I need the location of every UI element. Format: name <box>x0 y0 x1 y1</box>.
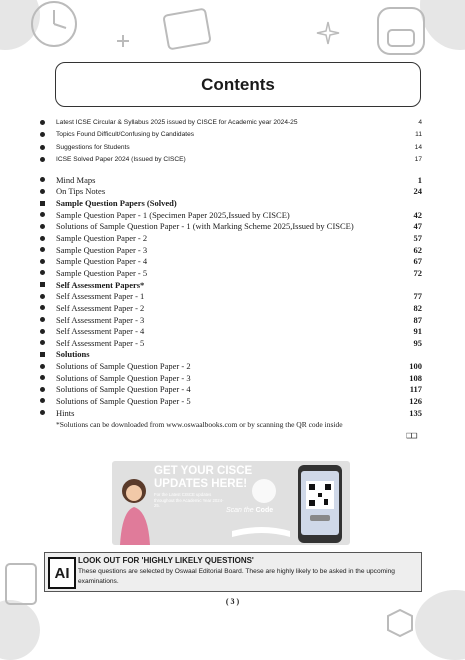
cisce-updates-banner[interactable] <box>112 461 350 545</box>
bullet-icon <box>40 157 45 162</box>
toc-entry-label: Self Assessment Paper - 4 <box>56 326 145 337</box>
bullet-marker <box>40 120 56 125</box>
toc-entry-label: Sample Question Paper - 5 <box>56 267 148 278</box>
contents-list <box>40 174 422 418</box>
toc-entry-label: Sample Question Paper - 1 (Specimen Paper 2025,Issued by CISCE) <box>56 209 290 220</box>
toc-page-number: 24 <box>413 186 422 197</box>
toc-page-number: 72 <box>413 267 422 278</box>
toc-row <box>40 129 422 142</box>
bullet-marker <box>40 189 56 194</box>
end-mark: ❑❑ <box>406 432 417 440</box>
toc-row <box>40 384 422 396</box>
ai-icon: AI <box>48 557 76 589</box>
bullet-marker <box>40 329 56 334</box>
bullet-icon <box>40 270 45 275</box>
toc-page-number: 47 <box>413 221 422 232</box>
intro-list <box>40 116 422 166</box>
toc-row <box>40 290 422 302</box>
toc-page-number: 11 <box>415 131 422 139</box>
toc-row <box>40 255 422 267</box>
toc-row <box>40 314 422 326</box>
backpack-icon <box>368 0 438 60</box>
toc-entry-label: Self Assessment Paper - 3 <box>56 314 145 325</box>
section-heading: Sample Question Papers (Solved) <box>56 198 177 209</box>
promo-subtext: For the Latest CISCE updates throughout the Academic Year 2024-25. <box>154 492 224 508</box>
square-bullet-icon <box>40 282 45 287</box>
toc-page-number: 126 <box>409 395 422 406</box>
toc-row <box>40 337 422 349</box>
bullet-icon <box>40 375 45 380</box>
scan-prefix: Scan <box>226 507 242 514</box>
toc-row <box>40 209 422 221</box>
toc-row <box>40 154 422 167</box>
bullet-marker <box>40 157 56 162</box>
toc-entry-label: Self Assessment Paper - 1 <box>56 291 145 302</box>
toc-page-number: 100 <box>409 361 422 372</box>
page-title: Contents <box>201 74 275 94</box>
toc-entry-label: Sample Question Paper - 2 <box>56 233 148 244</box>
toc-entry-label: Mind Maps <box>56 174 96 185</box>
toc-row <box>40 407 422 419</box>
clock-icon <box>22 0 92 55</box>
bullet-icon <box>40 329 45 334</box>
section-heading: Self Assessment Papers* <box>56 279 145 290</box>
toc-entry-label: Latest ICSE Circular & Syllabus 2025 issued by CISCE for Academic year 2024-25 <box>56 118 298 126</box>
bullet-marker <box>40 270 56 275</box>
toc-entry-label: Solutions of Sample Question Paper - 3 <box>56 372 191 383</box>
toc-page-number: 77 <box>413 291 422 302</box>
bullet-marker <box>40 145 56 150</box>
toc-row <box>40 186 422 198</box>
toc-page-number: 42 <box>413 209 422 220</box>
bullet-icon <box>40 305 45 310</box>
toc-entry-label: Suggestions for Students <box>56 143 130 151</box>
toc-page-number: 117 <box>409 384 422 395</box>
bullet-icon <box>40 212 45 217</box>
toc-entry-label: Solutions of Sample Question Paper - 1 (with Marking Scheme 2025,Issued by CISCE) <box>56 221 354 232</box>
lookout-description: These questions are selected by Oswaal Editorial Board. These are highly likely to be asked in the upcoming examinations. <box>78 568 395 585</box>
cube-icon <box>380 606 420 640</box>
toc-entry-label: Sample Question Paper - 3 <box>56 244 148 255</box>
toc-row <box>40 267 422 279</box>
bullet-marker <box>40 398 56 403</box>
bullet-icon <box>40 340 45 345</box>
toc-page-number: 91 <box>413 326 422 337</box>
promo-headline-line-2: UPDATES HERE! <box>154 478 248 490</box>
bullet-marker <box>40 294 56 299</box>
toc-row <box>40 197 422 209</box>
contents-title-banner <box>55 62 421 107</box>
book-icon <box>160 6 220 56</box>
toc-entry-label: Self Assessment Paper - 5 <box>56 337 145 348</box>
bullet-marker <box>40 177 56 182</box>
bullet-icon <box>40 120 45 125</box>
toc-row <box>40 221 422 233</box>
toc-entry-label: Solutions of Sample Question Paper - 2 <box>56 361 191 372</box>
bullet-marker <box>40 282 56 287</box>
bullet-marker <box>40 410 56 415</box>
bullet-icon <box>40 398 45 403</box>
bullet-icon <box>40 132 45 137</box>
toc-entry-label: Solutions of Sample Question Paper - 5 <box>56 395 191 406</box>
scan-mid: the <box>243 507 254 514</box>
bullet-icon <box>40 145 45 150</box>
bullet-marker <box>40 224 56 229</box>
bullet-icon <box>40 317 45 322</box>
bullet-marker <box>40 259 56 264</box>
toc-page-number: 87 <box>413 314 422 325</box>
bullet-icon <box>40 247 45 252</box>
toc-page-number: 14 <box>414 143 422 151</box>
toc-page-number: 62 <box>413 244 422 255</box>
bullet-marker <box>40 247 56 252</box>
bullet-marker <box>40 317 56 322</box>
bullet-icon <box>40 364 45 369</box>
promo-headline-line-1: GET YOUR CISCE <box>154 465 253 477</box>
star-icon <box>315 20 341 46</box>
bullet-marker <box>40 305 56 310</box>
toc-page-number: 135 <box>409 407 422 418</box>
promo-headline <box>154 465 252 491</box>
toc-entry-label: Self Assessment Paper - 2 <box>56 302 145 313</box>
toc-page-number: 108 <box>409 372 422 383</box>
bullet-icon <box>40 177 45 182</box>
lookout-title: LOOK OUT FOR 'HIGHLY LIKELY QUESTIONS' <box>78 556 254 565</box>
bullet-marker <box>40 352 56 357</box>
toc-row <box>40 372 422 384</box>
toc-entry-label: ICSE Solved Paper 2024 (Issued by CISCE) <box>56 156 186 164</box>
bullet-marker <box>40 387 56 392</box>
toc-page-number: 17 <box>414 156 422 164</box>
bullet-marker <box>40 375 56 380</box>
bullet-marker <box>40 132 56 137</box>
bullet-icon <box>40 236 45 241</box>
toc-row <box>40 360 422 372</box>
square-bullet-icon <box>40 352 45 357</box>
toc-entry-label: Topics Found Difficult/Confusing by Candidates <box>56 131 195 139</box>
highly-likely-questions-box <box>44 552 422 592</box>
bullet-icon <box>40 224 45 229</box>
toc-entry-label: Solutions of Sample Question Paper - 4 <box>56 384 191 395</box>
bullet-marker <box>40 340 56 345</box>
toc-row <box>40 325 422 337</box>
bullet-icon <box>40 387 45 392</box>
toc-page-number: 1 <box>417 174 422 185</box>
plus-icon <box>116 34 130 48</box>
toc-row <box>40 232 422 244</box>
square-bullet-icon <box>40 201 45 206</box>
footnote: *Solutions can be downloaded from www.oswaalbooks.com or by scanning the QR code inside <box>56 420 343 429</box>
toc-entry-label: On Tips Notes <box>56 186 106 197</box>
toc-row <box>40 279 422 291</box>
toc-row <box>40 395 422 407</box>
toc-page-number: 82 <box>413 302 422 313</box>
toc-row <box>40 174 422 186</box>
bullet-marker <box>40 236 56 241</box>
page-number: ( 3 ) <box>225 597 240 606</box>
toc-entry-label: Sample Question Paper - 4 <box>56 256 148 267</box>
toc-row <box>40 349 422 361</box>
bullet-marker <box>40 212 56 217</box>
toc-page-number: 95 <box>413 337 422 348</box>
toc-page-number: 67 <box>413 256 422 267</box>
scan-code-text <box>226 507 273 514</box>
bullet-icon <box>40 294 45 299</box>
toc-entry-label: Hints <box>56 407 75 418</box>
toc-row <box>40 302 422 314</box>
bullet-icon <box>40 410 45 415</box>
scan-word: Code <box>255 507 274 514</box>
toc-page-number: 4 <box>418 118 422 126</box>
toc-row <box>40 141 422 154</box>
section-heading: Solutions <box>56 349 90 360</box>
bullet-icon <box>40 189 45 194</box>
toc-row <box>40 244 422 256</box>
toc-page-number: 57 <box>413 233 422 244</box>
toc-row <box>40 116 422 129</box>
bullet-marker <box>40 201 56 206</box>
bullet-marker <box>40 364 56 369</box>
bullet-icon <box>40 259 45 264</box>
